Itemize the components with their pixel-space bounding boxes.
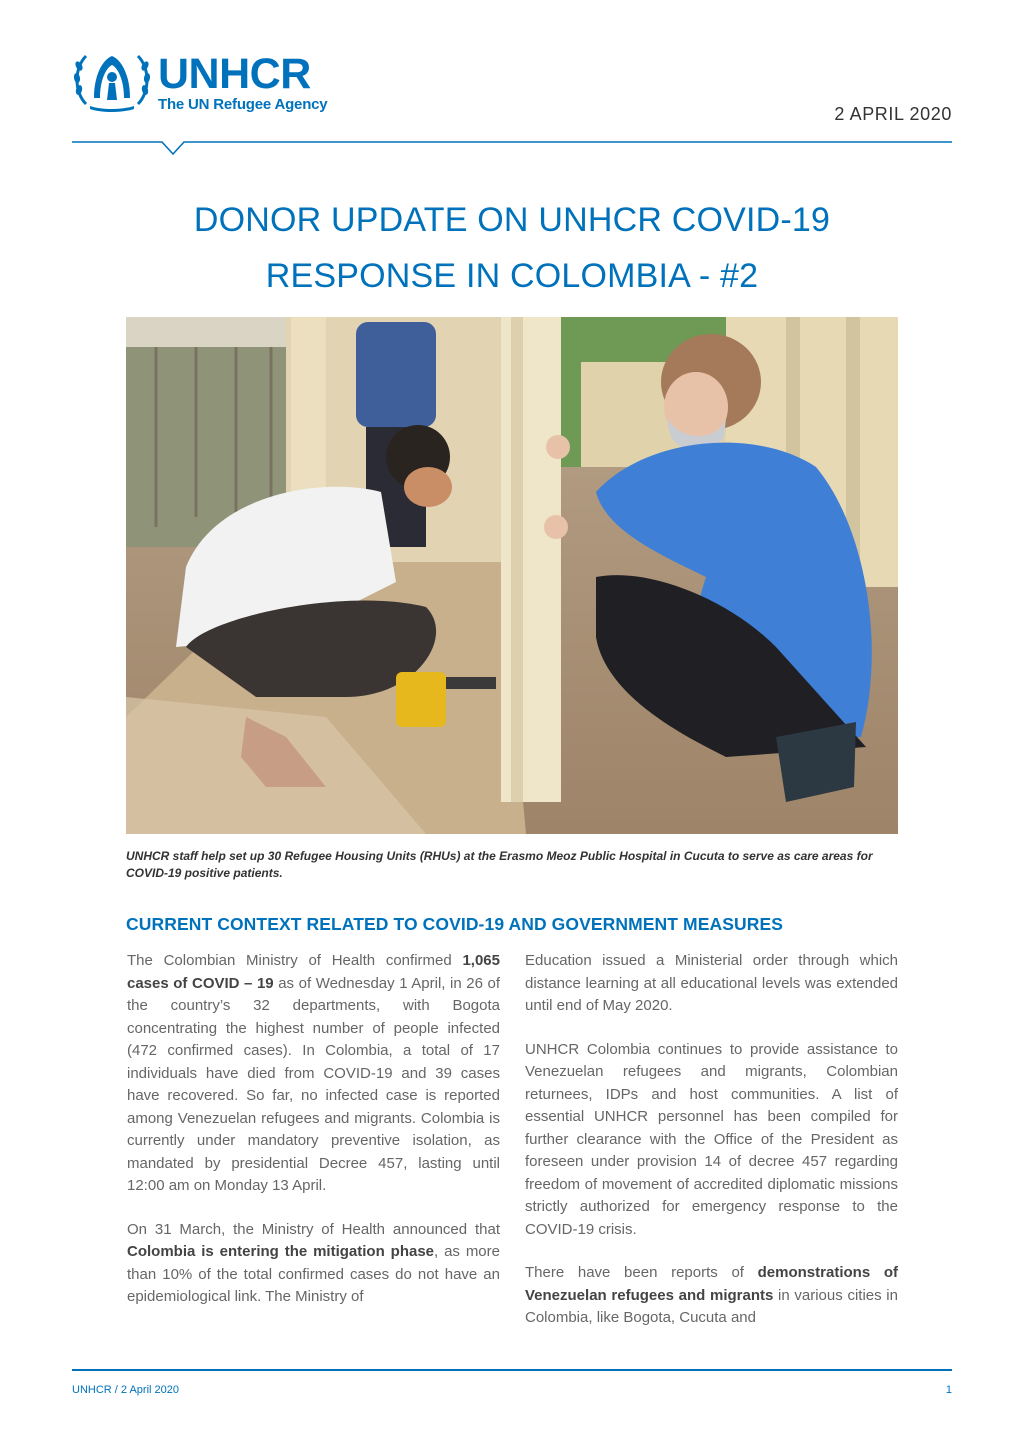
paragraph-3 [525,950,898,1018]
document-date: 2 APRIL 2020 [834,104,952,124]
title-line-2: RESPONSE IN COLOMBIA - #2 [265,257,759,295]
paragraph-3-text: Education issued a Ministerial order through which distance learning at all educational levels was extended until end of May 2020. [525,952,898,1014]
page-number: 1 [945,1384,952,1396]
paragraph-4 [525,1039,898,1242]
section-heading: CURRENT CONTEXT RELATED TO COVID-19 AND GOVERNMENT MEASURES [126,914,784,934]
paragraph-2-text-b: , as more than 10% of the total confirmed cases do not have an epidemiological link. The Ministry of [127,1243,500,1305]
brand-tagline: The UN Refugee Agency [158,96,328,113]
page-title [72,192,952,304]
brand-name: UNHCR [158,50,311,98]
paragraph-5 [525,1262,898,1330]
paragraph-2 [127,1219,500,1309]
paragraph-1-text-a: The Colombian Ministry of Health confirmed [127,952,463,969]
paragraph-1 [127,950,500,1198]
hero-photo [126,317,898,834]
unhcr-emblem-icon [72,50,152,116]
paragraph-1-text-b: as of Wednesday 1 April, in 26 of the country’s 32 departments, with Bogota concentrating the highest number of people infected (472 confirmed cases). In Colombia, a total of 17 individuals have died from COVID-19 and 39 cases have recovered. So far, no infected case is reported among Venezuelan refugees and migrants. Colombia is currently under mandatory preventive isolation, as mandated by presidential Decree 457, lasting until 12:00 am on Monday 13 April. [127,974,500,1194]
paragraph-5-text-b: in various cities in Colombia, like Bogota, Cucuta and [525,1286,898,1326]
footer-source: UNHCR / 2 April 2020 [72,1384,179,1396]
paragraph-5-text-a: There have been reports of [525,1264,758,1281]
paragraph-4-text: UNHCR Colombia continues to provide assistance to Venezuelan refugees and migrants, Colombian returnees, IDPs and host communities. A list of essential UNHCR personnel has been compiled for further clearance with the Office of the President as foreseen under provision 14 of decree 457 regarding freedom of movement of accredited diplomatic missions strictly authorized for emergency response to the COVID-19 crisis. [525,1040,898,1238]
paragraph-2-text-a: On 31 March, the Ministry of Health announced that [127,1220,500,1238]
body-column-left [127,950,500,1330]
header-divider [72,140,952,160]
paragraph-2-emphasis: Colombia is entering the mitigation phase [127,1243,435,1260]
photo-caption: UNHCR staff help set up 30 Refugee Housing Units (RHUs) at the Erasmo Meoz Public Hospital in Cucuta to serve as care areas for COVID-19 positive patients. [126,849,873,880]
footer-divider [72,1369,952,1371]
body-column-right [525,950,898,1351]
title-line-1: DONOR UPDATE ON UNHCR COVID-19 [193,201,831,239]
paragraph-1-emphasis: 1,065 cases of COVID – 19 [127,952,500,992]
paragraph-5-emphasis: demonstrations of Venezuelan refugees and migrants [525,1264,898,1304]
